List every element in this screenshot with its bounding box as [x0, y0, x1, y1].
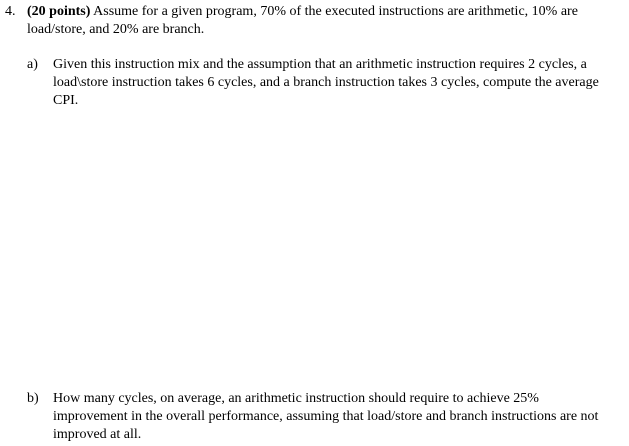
part-b-text: [53, 390, 623, 444]
question-prompt-line-1: [27, 3, 619, 21]
part-b-line-1: How many cycles, on average, an arithmetic instruction should require to achieve 25%: [53, 391, 539, 406]
question-prompt-line-2: load/store, and 20% are branch.: [27, 22, 205, 37]
part-b-label: b): [27, 391, 39, 406]
part-a-line-1: Given this instruction mix and the assumption that an arithmetic instruction requires 2 cycles, a: [53, 57, 587, 72]
part-a-line-2: load\store instruction takes 6 cycles, and a branch instruction takes 3 cycles, compute the average: [53, 75, 599, 90]
part-a-line-3: CPI.: [53, 93, 79, 108]
part-b-line-2: improvement in the overall performance, assuming that load/store and branch instructions are not: [53, 409, 599, 424]
part-a-label: a): [27, 57, 38, 72]
question-prompt-text: Assume for a given program, 70% of the executed instructions are arithmetic, 10% are: [90, 4, 578, 19]
question-number: 4.: [5, 4, 16, 19]
part-a-text: [53, 56, 623, 110]
points-label: (20 points): [27, 4, 91, 19]
question-prompt: [27, 3, 619, 39]
part-b-line-3: improved at all.: [53, 427, 142, 442]
